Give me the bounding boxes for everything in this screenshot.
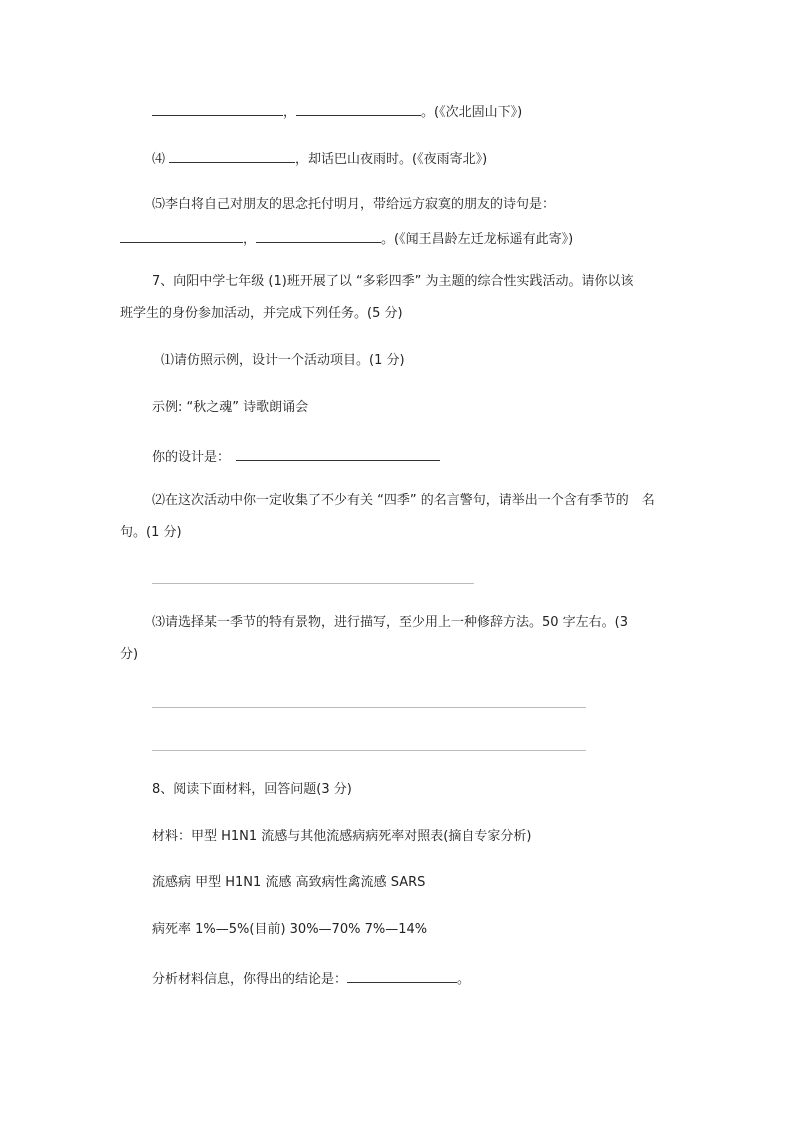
question-7-3: ⑶请选择某一季节的特有景物，进行描写，至少用上一种修辞方法。50 字左右。(3 <box>152 615 629 630</box>
answer-blank[interactable] <box>236 446 440 461</box>
question-8-table-row-2: 病死率 1%—5%(目前) 30%—70% 7%—14% <box>152 922 428 937</box>
poem-line-1 <box>152 101 522 122</box>
question-7-1: ⑴请仿照示例，设计一个活动项目。(1 分) <box>161 353 405 368</box>
answer-line[interactable] <box>152 750 586 751</box>
question-8-table-row-1: 流感病 甲型 H1N1 流感 高致病性禽流感 SARS <box>152 875 426 890</box>
poem-prompt: ⑸李白将自己对朋友的思念托付明月，带给远方寂寞的朋友的诗句是： <box>152 197 556 212</box>
period: 。 <box>457 972 471 987</box>
answer-blank[interactable] <box>296 101 421 116</box>
question-8-conclusion <box>152 968 470 989</box>
answer-blank[interactable] <box>120 228 243 243</box>
comma: ， <box>243 232 257 247</box>
source-text: 。(《闻王昌龄左迁龙标遥有此寄》) <box>381 232 574 247</box>
poem-line-4 <box>120 228 573 249</box>
answer-blank[interactable] <box>169 148 295 163</box>
answer-blank[interactable] <box>256 228 381 243</box>
question-7-example: 示例: “秋之魂” 诗歌朗诵会 <box>152 400 309 415</box>
question-7-text-cont: 班学生的身份参加活动，并完成下列任务。(5 分) <box>120 306 403 321</box>
design-label: 你的设计是： <box>152 450 231 465</box>
answer-line[interactable] <box>152 583 474 584</box>
answer-blank[interactable] <box>152 101 283 116</box>
answer-blank[interactable] <box>347 968 457 983</box>
question-7-3-cont: 分) <box>120 647 139 662</box>
source-text: 。(《次北固山下》) <box>421 105 523 120</box>
poem-line-2 <box>152 148 487 169</box>
comma: ， <box>283 105 297 120</box>
conclusion-label: 分析材料信息，你得出的结论是： <box>152 972 348 987</box>
item-number: ⑷ <box>152 152 166 167</box>
question-7-2-cont: 句。(1 分) <box>120 525 182 540</box>
question-7-2: ⑵在这次活动中你一定收集了不少有关 “四季” 的名言警句，请举出一个含有季节的 名 <box>152 493 655 508</box>
question-7-text: 7、向阳中学七年级 (1)班开展了以 “多彩四季” 为主题的综合性实践活动。请你以该 <box>152 274 634 289</box>
question-8-material: 材料：甲型 H1N1 流感与其他流感病病死率对照表(摘自专家分析) <box>152 829 532 844</box>
poem-text: ，却话巴山夜雨时。(《夜雨寄北》) <box>295 152 488 167</box>
question-8: 8、阅读下面材料，回答问题(3 分) <box>152 782 352 797</box>
question-7-design <box>152 446 440 467</box>
answer-line[interactable] <box>152 707 586 708</box>
